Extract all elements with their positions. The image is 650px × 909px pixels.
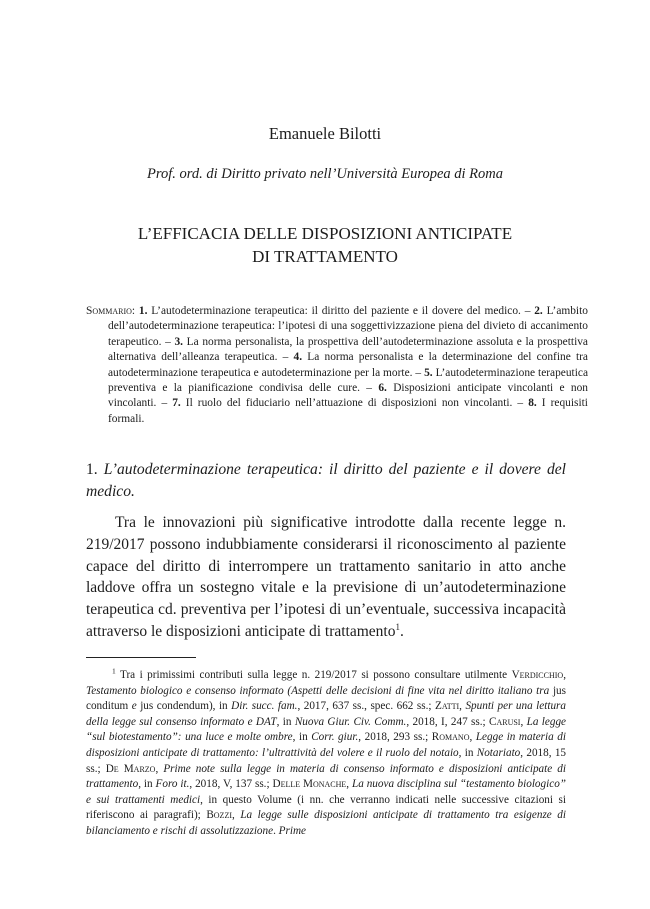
footnote-segment: e [131,700,141,713]
body-text: Tra le innovazioni più significative introdotte dalla recente legge n. 219/2017 possono indubbiamente considerarsi il riconoscimento al paziente capace del diritto di interrompere un trattamento sanitario in atto anche laddove offra un sostegno vitale e la previsione di un’autodeterminazione terapeutica cd. preventiva per l’ipotesi di un’eventuale, successiva incapacità attraverso le disposizioni anticipate di trattamento [86,514,566,640]
summary-item-text: Disposizioni anticipate vincolanti e non vincolanti. – [108,382,588,410]
article-title [0,222,650,268]
footnote-segment: Prime [278,824,307,837]
footnote-segment: , [346,778,352,791]
footnote-segment: , in [292,731,312,744]
footnote-segment: , 2018, 293 ss.; [358,731,432,744]
summary-item-number: 3. [174,335,183,348]
section-title: L’autodeterminazione terapeutica: il diritto del paziente e il dovere del medico. [86,461,566,500]
footnote-segment: Romano [431,731,470,744]
footnote-segment: , in [212,700,232,713]
footnote-segment: Verdicchio [511,669,564,681]
summary-items [108,305,588,425]
summary-item-text: La norma personalista, la prospettiva dell’autodeterminazione assoluta e la prospettiva alternativa dell’alleanza terapeutica. – [108,335,588,364]
footnote-text [86,669,566,837]
footnote-segment: . [273,824,279,837]
body-paragraph [86,512,566,643]
footnote-segment: jus conditum [86,684,566,713]
title-line-1: L’EFFICACIA DELLE DISPOSIZIONI ANTICIPATE [137,224,513,243]
footnote-segment: Tra i primissimi contributi sulla legge n. 219/2017 si possono consultare utilmente [120,669,512,681]
footnote-segment: Zatti [434,700,460,713]
summary-item-number: 5. [424,366,433,379]
footnote-segment: Legge in materia di disposizioni anticipate di trattamento: l’ultrattività del volere e il ruolo del notaio [86,731,566,759]
title-line-2: DI TRATTAMENTO [252,247,398,266]
body-end: . [399,622,404,640]
footnote-segment: Carusi [489,715,521,728]
footnote-segment: De Marzo [105,762,156,775]
footnote-segment: , 2018, V, 137 ss.; [189,778,273,791]
footnote-segment: jus condendum) [140,700,213,713]
footnote-segment: Foro it. [155,778,190,791]
footnote-segment: , [459,700,466,713]
footnote-segment: Corr. giur. [311,731,359,744]
footnote-segment: La legge “sul biotestamento”: una luce e molte ombre [86,715,567,744]
footnote-segment: Delle Monache [272,778,347,791]
footnote [86,668,566,840]
summary-item-number: 2. [534,305,543,317]
footnote-segment: , in questo Volume (i nn. che verranno indicati nelle successive citazioni si riferiscono ai paragrafi); [86,793,566,822]
summary-item-number: 6. [378,382,387,395]
footnote-segment: Testamento biologico e consenso informato (Aspetti delle decisioni di fine vita nel diritto italiano tra [86,684,553,697]
footnote-segment: , [232,809,241,822]
summary-item-number: 4. [293,351,303,364]
summary [86,304,588,427]
footnote-segment: La nuova disciplina sul “testamento biologico” e sui trattamenti medici [86,778,567,806]
footnote-mark: 1 [112,666,116,676]
section-number: 1. [86,461,98,478]
footnote-segment: Notariato [476,746,521,759]
footnote-separator [86,657,196,658]
footnote-segment: , [563,669,566,681]
footnote-segment: Nuova Giur. Civ. Comm. [294,715,407,728]
summary-item-number: 1. [138,305,148,317]
summary-item-text: L’autodeterminazione terapeutica preventiva e la pianificazione condivisa delle cure. – [108,366,588,395]
footnote-segment: La legge sulle disposizioni anticipate di trattamento tra esigenze di bilanciamento e rischi di assolutizzazione [86,809,566,837]
footnote-segment: , in [458,746,477,759]
author-name: Emanuele Bilotti [268,124,382,143]
footnote-segment: , in [276,715,295,728]
summary-label: Sommario: [86,305,136,317]
summary-item-text: I requisiti formali. [108,397,588,425]
section-heading [86,459,566,502]
summary-item-text: L’autodeterminazione terapeutica: il diritto del paziente e il dovere del medico. – [151,305,531,317]
footnote-segment: , [155,762,164,775]
footnote-segment: , [469,731,476,744]
footnote-segment: , 2018, 15 ss.; [86,746,567,775]
footnote-segment: Prime note sulla legge in materia di consenso informato e disposizioni anticipate di trattamento [86,762,566,791]
summary-item-text: L’ambito dell’autodeterminazione terapeutica: l’ipotesi di una soggettivizzazione piena del divieto di accanimento terapeutico. – [108,305,588,348]
author-affiliation: Prof. ord. di Diritto privato nell’Università Europea di Roma [146,166,504,182]
summary-item-number: 7. [172,397,181,410]
footnote-segment: , in [138,778,156,791]
summary-item-text: La norma personalista e la determinazione del confine tra autodeterminazione terapeutica e autodeterminazione per la morte. – [108,351,588,379]
summary-item-number: 8. [528,397,537,410]
footnote-segment: Spunti per una lettura della legge sul consenso informato e DAT [86,700,567,728]
footnote-segment: , 2018, I, 247 ss.; [406,715,489,728]
summary-item-text: Il ruolo del fiduciario nell’attuazione di disposizioni non vincolanti. – [185,397,524,410]
footnote-reference[interactable]: 1 [395,621,400,632]
footnote-segment: , [520,715,527,728]
footnote-segment: Bozzi [206,809,232,822]
footnote-segment: , 2017, 637 ss., spec. 662 ss.; [297,700,435,713]
footnote-segment: Dir. succ. fam. [231,700,298,713]
